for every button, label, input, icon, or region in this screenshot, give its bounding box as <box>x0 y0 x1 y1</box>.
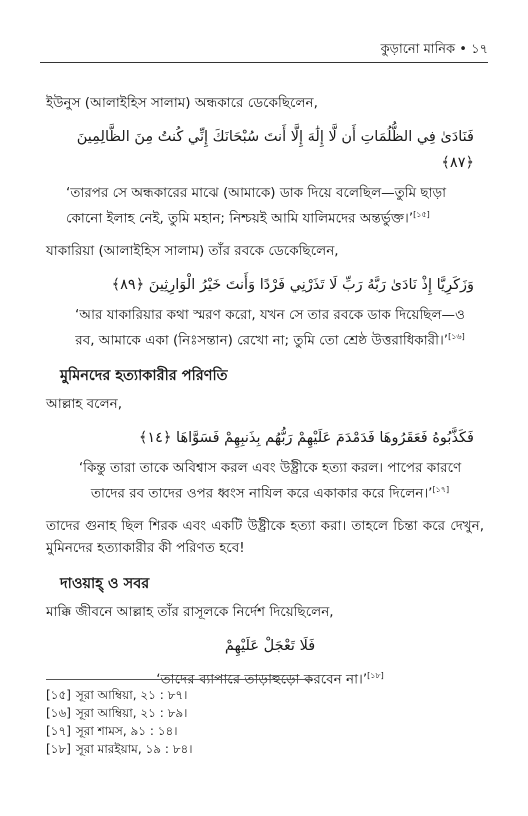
shams-translation-text: ‘কিন্তু তারা তাকে অবিশ্বাস করল এবং উষ্ট্রীকে হত্যা করল। পাপের কারণে তাদের রব তাদের ওপর ধ্বংস নাযিল করে একাকার করে দিলেন।’ <box>78 460 462 502</box>
zakariya-intro: যাকারিয়া (আলাইহিস সালাম) তাঁর রবকে ডেকেছিলেন, <box>46 242 339 259</box>
footnote-divider <box>46 679 312 680</box>
shams-translation <box>66 457 474 505</box>
shams-arabic-verse: فَكَذَّبُوهُ فَعَقَرُوهَا فَدَمْدَمَ عَلَيْهِمْ رَبُّهُم بِذَنبِهِمْ فَسَوَّاهَا ﴿١٤﴾ <box>138 430 474 446</box>
section-heading-dawah: দাওয়াহ্ ও সবর <box>60 575 150 592</box>
book-title: কুড়ানো মানিক <box>380 42 456 57</box>
maryam-arabic-verse: فَلَا تَعْجَلْ عَلَيْهِمْ <box>224 637 316 654</box>
maryam-translation-text: ‘তাদের ব্যাপারে তাড়াহুড়ো করবেন না।’ <box>156 671 368 687</box>
header-divider <box>40 62 488 63</box>
yunus-translation-text: ‘তারপর সে অন্ধকারের মাঝে (আমাকে) ডাক দিয়ে বলেছিল—তুমি ছাড়া কোনো ইলাহ নেই, তুমি মহান; নিশ্চয়ই আমি যালিমদের অন্তর্ভুক্ত।’ <box>66 185 447 227</box>
footnote-item <box>46 704 193 722</box>
allah-says: আল্লাহ বলেন, <box>46 396 122 412</box>
footnote-number: [১৬] <box>46 706 71 720</box>
footnote-item <box>46 686 193 704</box>
footnote-item <box>46 722 193 740</box>
footnote-text: সূরা আম্বিয়া, ২১ : ৮৯। <box>75 706 188 720</box>
zakariya-arabic-verse: وَزَكَرِيَّا إِذْ نَادَىٰ رَبَّهُ رَبِّ لَا تَذَرْنِي فَرْدًا وَأَنتَ خَيْرُ الْوَارِثِينَ ﴿٨٩﴾ <box>111 276 474 293</box>
footnote-ref-15[interactable]: [১৫] <box>413 210 430 219</box>
section-heading-killers: মুমিনদের হত্যাকারীর পরিণতি <box>60 368 228 384</box>
header-bullet: • <box>459 42 467 57</box>
footnote-number: [১৫] <box>46 688 71 702</box>
footnote-ref-17[interactable]: [১৭] <box>432 485 450 494</box>
footnotes <box>46 686 193 758</box>
page-body <box>46 92 484 690</box>
yunus-translation <box>66 182 474 230</box>
shams-commentary: তাদের গুনাহ ছিল শিরক এবং একটি উষ্ট্রীকে হত্যা করা। তাহলে চিন্তা করে দেখুন, মুমিনদের হত্যাকারীর কী পরিণত হবে! <box>46 517 484 556</box>
footnote-text: সূরা আম্বিয়া, ২১ : ৮৭। <box>75 688 188 702</box>
footnote-item <box>46 740 193 758</box>
footnote-number: [১৮] <box>46 742 71 756</box>
yunus-arabic-verse: فَنَادَىٰ فِي الظُّلُمَاتِ أَن لَّا إِلَٰهَ إِلَّا أَنتَ سُبْحَانَكَ إِنِّي كُنتُ مِنَ الظَّالِمِينَ ﴿٨٧﴾ <box>76 129 474 171</box>
footnote-ref-18[interactable]: [১৮] <box>367 670 384 680</box>
footnote-text: সূরা মারইয়াম, ১৯ : ৮৪। <box>75 742 193 756</box>
footnote-ref-16[interactable]: [১৬] <box>448 331 465 341</box>
page-number: ১৭ <box>471 42 488 57</box>
makki-intro: মাক্কি জীবনে আল্লাহ তাঁর রাসূলকে নির্দেশ দিয়েছিলেন, <box>46 603 334 620</box>
footnote-text: সূরা শামস, ৯১ : ১৪। <box>75 724 178 738</box>
running-header <box>381 40 488 61</box>
zakariya-translation-text: ‘আর যাকারিয়ার কথা স্মরণ করো, যখন সে তার রবকে ডাক দিয়েছিল—ও রব, আমাকে একা (নিঃসন্তান) রেখো না; তুমি তো শ্রেষ্ঠ উত্তরাধিকারী।’ <box>75 306 465 348</box>
yunus-intro: ইউনুস (আলাইহিস সালাম) অন্ধকারে ডেকেছিলেন, <box>46 95 318 111</box>
zakariya-translation <box>66 304 474 352</box>
footnote-number: [১৭] <box>46 724 71 738</box>
